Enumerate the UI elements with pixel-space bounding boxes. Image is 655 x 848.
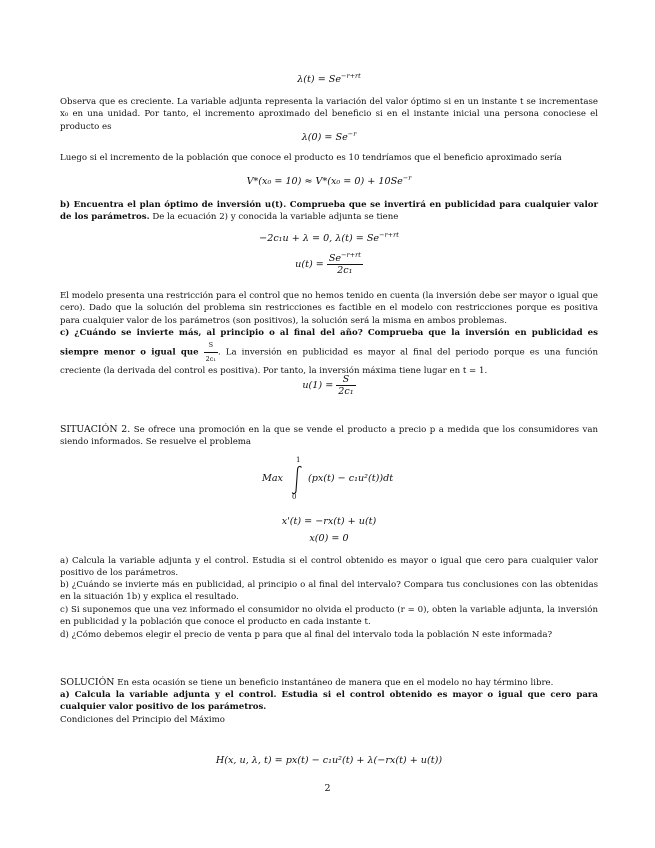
fraction-u: $\frac{Se^{-r+rt}}{\text{2c₁}}$	[328, 251, 361, 276]
question-c: c) Si suponemos que una vez informado el consumidor no olvida el producto (r = 0), obten la variable adjunta, la inversión en publicidad y la población que conoce el producto en cada instante t.	[60, 605, 598, 628]
situacion-2-title: SITUACIÓN 2.	[60, 424, 131, 435]
section-b	[60, 199, 598, 224]
equation-initial: x(0) = 0	[309, 533, 349, 544]
equation-system: −2c₁u + λ = 0, $\lambda(t) = Se^{-r+rt}$	[259, 231, 399, 244]
condiciones-heading: Condiciones del Principio del Máximo	[60, 715, 225, 725]
equation-state: x'(t) = −rx(t) + u(t)	[281, 516, 377, 527]
situacion-2-text: Se ofrece una promoción en la que se vende el producto a precio p a medida que los consumidores van siendo informados. Se resuelve el problema	[60, 425, 598, 448]
solucion	[60, 677, 598, 689]
integral-sign-icon	[290, 465, 304, 495]
equation-value-function: $V*(x_0 = 10) \approx V*(x_0 = 0) + 10Se^{-r}$	[246, 174, 412, 187]
solucion-text: En esta ocasión se tiene un beneficio instantáneo de manera que en el modelo no hay término libre.	[117, 678, 554, 688]
equation-max-integral: Max 1 0 (px(t) − c₁u²(t))dt	[262, 456, 394, 501]
section-c-text: . La inversión en publicidad es mayor al final del periodo porque es una función creciente (la derivada del control es positiva). Por tanto, la inversión máxima tiene lugar en t = 1.	[60, 347, 598, 376]
solucion-a: a) Calcula la variable adjunta y el control. Estudia si el control obtenido es mayor o igual que cero para cualquier valor positivo de los parámetros.	[60, 690, 598, 713]
paragraph-restriccion: El modelo presenta una restricción para el control que no hemos tenido en cuenta (la inversión debe ser mayor o igual que cero). Dado que la solución del problema sin restricciones es factible en el modelo con restricciones porque es positiva para cualquier valor de los parámetros (son positivos), la solución será la misma en ambos problemas.	[60, 291, 598, 326]
section-c-heading: c) ¿Cuándo se invierte más, al principio o al final del año? Comprueba que la inversión en publicidad es siempre menor o igual que	[60, 328, 598, 358]
paragraph-incremento: Luego si el incremento de la población que conoce el producto es 10 tendríamos que el beneficio aproximado sería	[60, 153, 562, 163]
section-b-text: De la ecuación 2) y conocida la variable adjunta se tiene	[152, 212, 399, 223]
equation-hamiltonian: H(x, u, λ, t) = px(t) − c₁u²(t) + λ(−rx(t) + u(t))	[215, 755, 443, 766]
fraction-s-2c1: $\frac{S}{\text{2c₁}}$	[205, 341, 217, 363]
equation-lambda: $\lambda(t) = Se^{-r+rt}$	[297, 72, 361, 85]
section-c	[60, 327, 598, 377]
equation-lambda-0: $\lambda(0) = Se^{-r}$	[301, 130, 357, 143]
section-b-heading: b) Encuentra el plan óptimo de inversión u(t). Comprueba que se invertirá en publicidad para cualquier valor de los parámetros.	[60, 200, 598, 223]
page-number: 2	[324, 783, 331, 794]
paragraph-variable-adjunta: Observa que es creciente. La variable adjunta representa la variación del valor óptimo si en un instante t se incrementase x₀ en una unidad. Por tanto, el incremento aproximado del beneficio si en el instante inicial una persona conociese el producto es	[60, 97, 598, 132]
question-d: d) ¿Cómo debemos elegir el precio de venta p para que al final del intervalo toda la población N este informada?	[60, 630, 553, 640]
equation-u: u(t) = $\frac{Se^{-r+rt}}{\text{2c₁}}$	[295, 251, 361, 276]
equation-u1: u(1) = $\frac{S}{\text{2c₁}}$	[302, 374, 354, 397]
question-a: a) Calcula la variable adjunta y el control. Estudia si el control obtenido es mayor o igual que cero para cualquier valor positivo de los parámetros.	[60, 556, 598, 579]
question-b: b) ¿Cuándo se invierte más en publicidad, al principio o al final del intervalo? Compara tus conclusiones con las obtenidas en la situación 1b) y explica el resultado.	[60, 580, 598, 603]
fraction-u1: $\frac{S}{\text{2c₁}}$	[338, 374, 354, 397]
situacion-2	[60, 424, 598, 449]
solucion-title: SOLUCIÓN	[60, 677, 115, 688]
